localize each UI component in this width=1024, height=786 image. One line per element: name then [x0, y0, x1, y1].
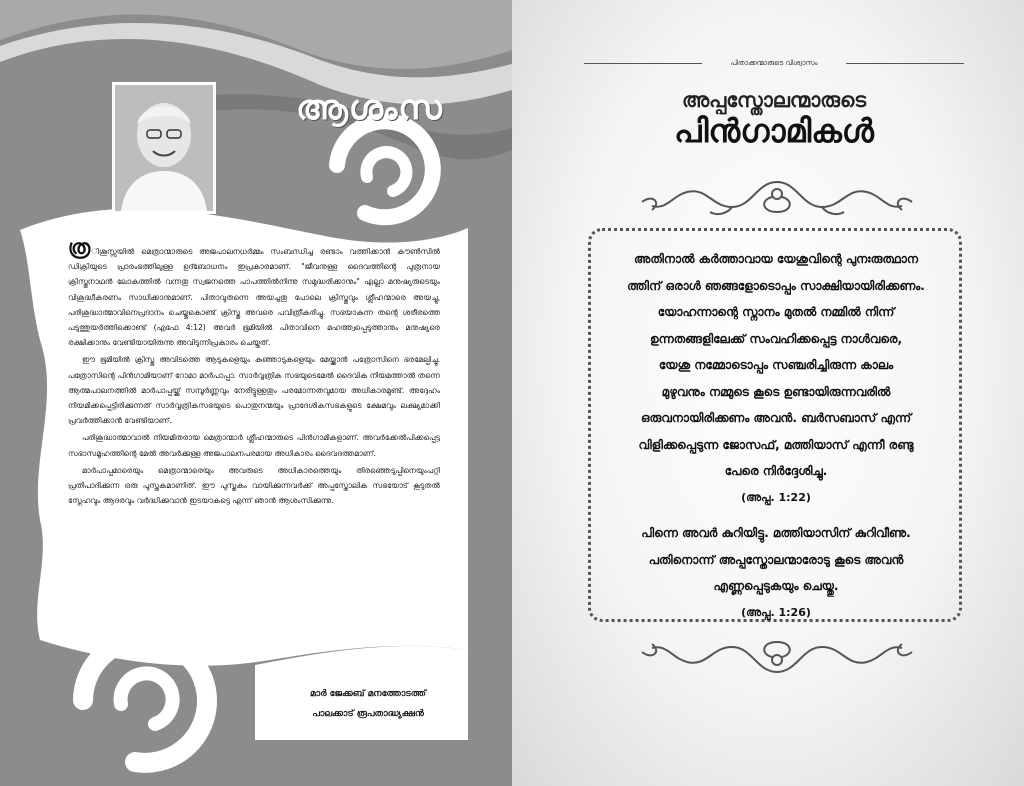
verse-line: ഒരുവനായിരിക്കണം അവൻ. ബർസബാസ് എന്ന് — [640, 411, 912, 425]
paragraph-3: പരിശുദ്ധാത്മാവാൽ നിയമിതരായ മെത്രാന്മാർ ശ്ലീഹന്മാരുടെ പിൻഗാമികളാണ്. അവർക്കേൽപിക്കപ്പെട്ട സഭാസമൂഹത്തിന്റെ മേൽ അവർക്കുള്ള അജപാലനപരമായ അധികാരം ദൈവദത്തമാണ്. — [68, 433, 440, 458]
scripture-reference-2: (അപ്പ. 1:26) — [741, 605, 811, 619]
verse-line: പതിനൊന്ന് അപ്പസ്തോലന്മാരോടു കൂടെ അവൻ — [648, 552, 904, 567]
signature-title: പാലക്കാട് രൂപതാദ്ധ്യക്ഷൻ — [312, 709, 424, 719]
running-header-text: പിതാക്കന്മാരുടെ വിശ്വാസം — [730, 59, 818, 67]
signature-name: മാർ ജേക്കബ് മനത്തോടത്ത് — [310, 689, 426, 699]
page-title: പിൻഗാമികൾ — [674, 112, 874, 150]
verse-line: അതിനാൽ കർത്താവായ യേശുവിന്റെ പുനഃരുത്ഥാന — [634, 252, 918, 266]
signature-block — [268, 684, 468, 724]
drop-cap: ത്ര — [68, 235, 91, 259]
page-title: ആശംസ — [296, 88, 443, 128]
scripture-passage-2 — [598, 520, 954, 626]
person-photo-icon — [115, 85, 213, 211]
verse-line: എണ്ണപ്പെടുകയും ചെയ്തു. — [713, 579, 839, 593]
right-page — [512, 0, 1024, 786]
verse-line: ത്തിന് ഒരാൾ ഞങ്ങളോടൊപ്പം സാക്ഷിയായിരിക്കണം. — [627, 278, 925, 293]
verse-line: യോഹന്നാന്റെ സ്നാനം മുതൽ നമ്മിൽ നിന്ന് — [657, 305, 895, 319]
verse-line: യേശു നമ്മോടൊപ്പം സഞ്ചരിച്ചിരുന്ന കാലം — [658, 358, 894, 372]
verse-line: പേരെ നിർദ്ദേശിച്ചു. — [724, 464, 828, 478]
verse-line: ഉന്നതങ്ങളിലേക്ക് സംവഹിക്കപ്പെട്ട നാൾവരെ, — [649, 331, 903, 346]
verse-line: പിന്നെ അവർ കുറിയിട്ടു. മത്തിയാസിന് കുറിവീണു. — [641, 526, 911, 540]
scripture-passage-1 — [598, 246, 954, 511]
author-portrait — [112, 82, 216, 214]
ornament-flourish-icon — [632, 632, 922, 682]
paragraph-4: മാർപാപ്പമാരെയും മെത്രാന്മാരെയും അവരുടെ അധികാരത്തെയും തിരഞ്ഞെടുപ്പിനെയുംപറ്റി പ്രതിപാദിക്കുന്ന ഒരു പുസ്തകമാണിത്. ഈ പുസ്തകം വായിക്കുന്നവർക്ക് അപ്പസ്തോലിക സഭയോട് കൂടുതൽ സ്നേഹവും ആദരവും വർദ്ധിക്കുവാൻ ഇടയാകട്ടെ എന്ന് ഞാൻ ആശംസിക്കുന്നു. — [68, 465, 440, 506]
paragraph-1: ത്രിശൂസ്സയിൽ മെത്രാന്മാരുടെ അജപാലനധർമ്മം സംബന്ധിച്ച രണ്ടാം വത്തിക്കാൻ കൗൺസിൽ ഡിക്രിയുടെ പ്രാരംഭത്തിലുള്ള ഉദ്ബോധനം ഇപ്രകാരമാണ്. "ജീവനുള്ള ദൈവത്തിന്റെ പുത്രനായ ക്രിസ്തുനാഥൻ ലോകത്തിൽ വന്നതു സ്വജനത്തെ പാപത്തിൽനിന്നു സമുദ്ധരിക്കാനും" എല്ലാ മനുഷ്യരുടെയും വിശുദ്ധീകരണം സാധിക്കാനുമാണ്. പിതാവുതന്നെ അയച്ചതു പോലെ ക്രിസ്തുവും ശ്ലീഹന്മാരെ അയച്ചു, പരിശുദ്ധാത്മാവിനെപ്രദാനം ചെയ്തുകൊണ്ട് ക്രിസ്തു അവരെ പവിത്രീകരിച്ചു. സഭയാകുന്ന തന്റെ ശരീരത്തെ പടുത്തുയർത്തിക്കൊണ്ട് (എഫേ 4:12) അവർ ഭൂമിയിൽ പിതാവിനെ മഹത്ത്വപ്പെടുത്താനും മനുഷ്യരെ രക്ഷിക്കാനും വേണ്ടിയായിരുന്നു അവിടുന്നിപ്രകാരം ചെയ്തത്. — [68, 235, 440, 348]
ornament-flourish-icon — [632, 172, 922, 222]
page-subtitle: അപ്പസ്തോലന്മാരുടെ — [681, 88, 867, 112]
verse-line: വിളിക്കപ്പെടുന്ന ജോസഫ്, മത്തിയാസ് എന്നീ രണ്ടു — [638, 437, 914, 452]
running-header — [584, 56, 964, 70]
message-body — [68, 235, 440, 510]
scripture-reference-1: (അപ്പ. 1:22) — [741, 490, 811, 504]
paragraph-2: ഈ ഭൂമിയിൽ ക്രിസ്തു അവിടത്തെ ആടുകളെയും കുഞ്ഞാടുകളെയും മേയ്ക്കാൻ പത്രോസിനെ ഭരമേല്പിച്ചു. പത്രോസിന്റെ പിൻഗാമിയാണ് റോമാ മാർപാപ്പാ. സാർവ്വത്രിക സഭയുടെമേൽ ദൈവിക നിയമത്താൽ തന്നെ ആത്മപാലനത്തിൽ മാർപാപ്പയ്ക്ക് സമ്പൂർണ്ണവും നേരിട്ടുള്ളതും പരമോന്നതവുമായ അധികാരമുണ്ട്. അദ്ദേഹം നിയമിക്കപ്പെട്ടിരിക്കുന്നത് സാർവ്വത്രികസഭയുടെ പൊതുനന്മയും പ്രാദേശികസഭകളുടെ ക്ഷേമവും ലക്ഷ്യമാക്കി പ്രവർത്തിക്കാൻ വേണ്ടിയാണ്. — [68, 355, 440, 426]
verse-line: മുഴുവനും നമ്മുടെ കൂടെ ഉണ്ടായിരുന്നവരിൽ — [661, 384, 891, 399]
